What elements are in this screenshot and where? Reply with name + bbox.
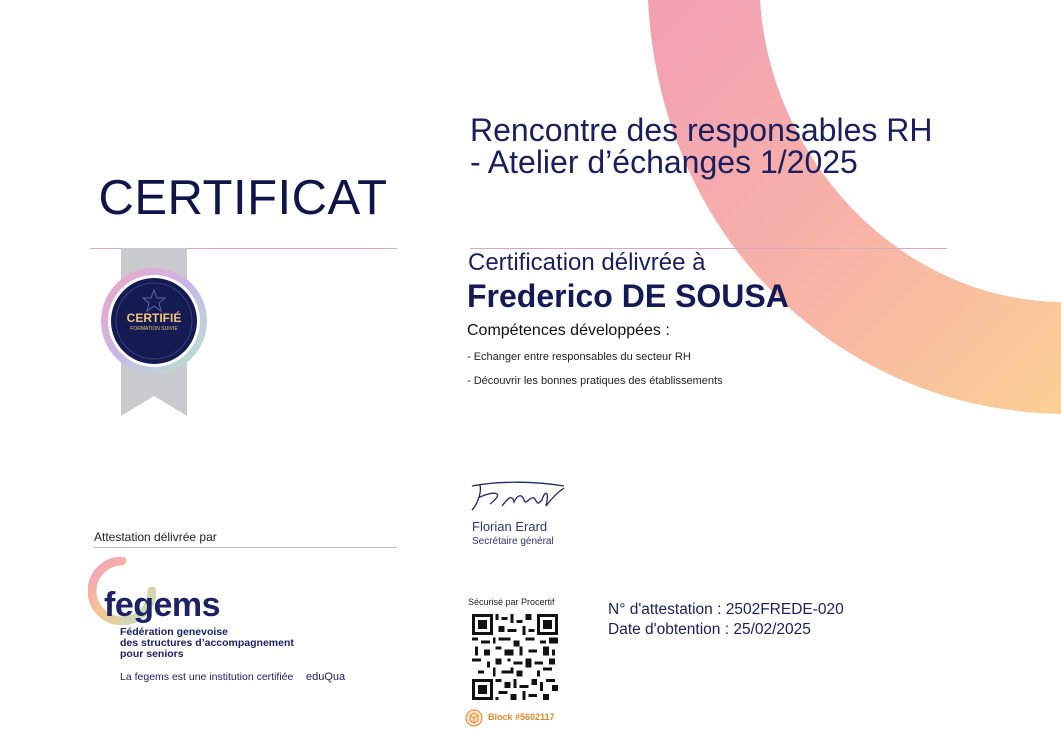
issuer-divider <box>94 547 397 548</box>
signature-image <box>468 476 572 516</box>
delivered-to-label: Certification délivrée à <box>468 249 706 276</box>
badge-main-text: CERTIFIÉ <box>126 311 182 325</box>
obtained-date: Date d'obtention : 25/02/2025 <box>608 621 811 638</box>
attestation-number: N° d'attestation : 2502FREDE-020 <box>608 601 844 618</box>
blockchain-cube-icon <box>465 709 483 727</box>
issuer-full-name <box>120 627 294 660</box>
attestation-issuer-label: Attestation délivrée par <box>94 530 217 544</box>
secured-by-label: Sécurisé par Procertif <box>468 597 555 607</box>
issuer-name-line3: pour seniors <box>120 648 184 660</box>
skill-item: - Echanger entre responsables du secteur RH <box>467 351 691 363</box>
fegems-logo-text: fegems <box>104 586 221 624</box>
issuer-name-line2: des structures d’accompagnement <box>120 637 294 649</box>
signatory-role: Secrétaire général <box>472 536 554 547</box>
course-title-line2: - Atelier d’échanges 1/2025 <box>470 144 858 180</box>
certificate-heading: CERTIFICAT <box>98 171 388 225</box>
eduqua-logo-text: eduQua <box>306 671 346 683</box>
course-title-line1: Rencontre des responsables RH <box>470 112 933 148</box>
qr-code-icon[interactable] <box>472 614 558 700</box>
issuer-certified-text: La fegems est une institution certifiée <box>120 671 294 683</box>
certified-badge <box>96 248 212 418</box>
badge-sub-text: FORMATION SUIVIE <box>130 326 178 332</box>
blockchain-block-number[interactable]: Block #5602117 <box>488 712 555 722</box>
badge-ribbon-icon <box>96 248 212 418</box>
signatory-name: Florian Erard <box>472 519 548 534</box>
recipient-name: Frederico DE SOUSA <box>467 278 789 314</box>
course-title <box>470 114 950 178</box>
skill-item: - Découvrir les bonnes pratiques des établissements <box>467 375 723 387</box>
skills-heading: Compétences développées : <box>467 322 670 339</box>
issuer-name-line1: Fédération genevoise <box>120 626 228 638</box>
